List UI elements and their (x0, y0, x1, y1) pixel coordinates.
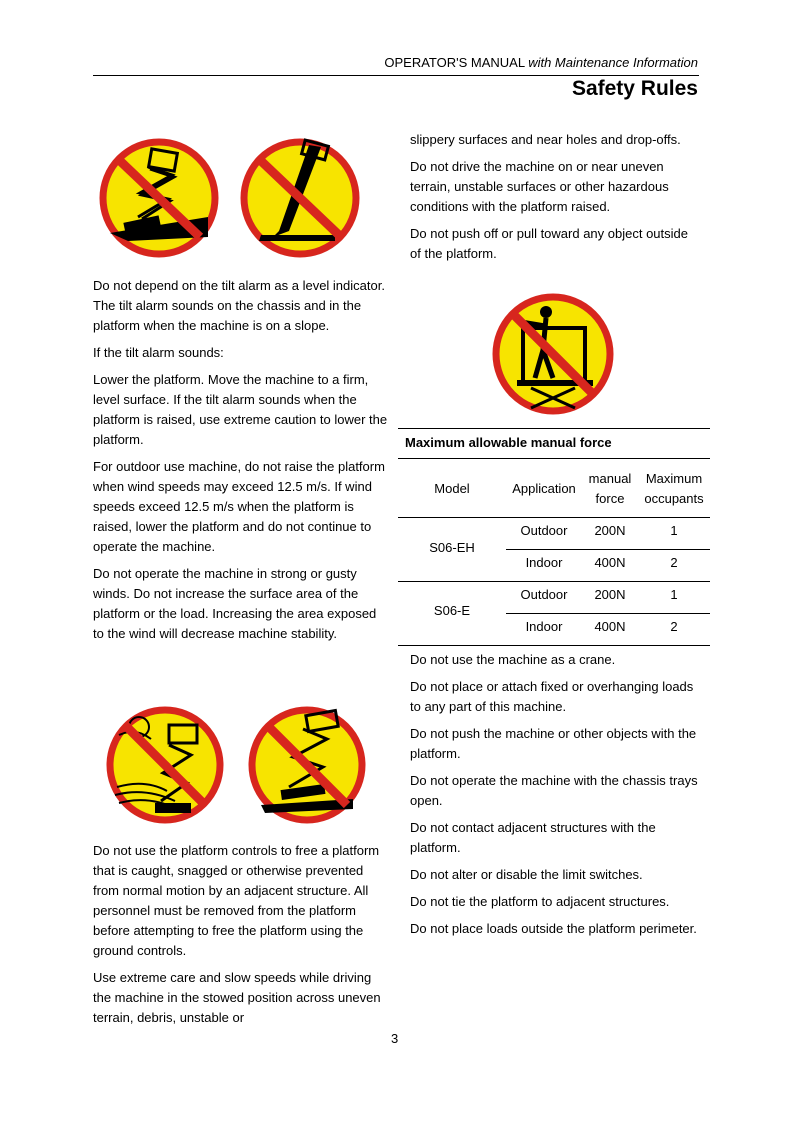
paragraph: Do not use the platform controls to free a platform that is caught, snagged or otherwise prevented from normal motion by an adjacent structure. All personnel must be removed from the platform before attempting to free the platform using the ground controls. (93, 843, 380, 958)
header-rule (93, 75, 699, 76)
application-cell: Indoor (525, 555, 563, 570)
paragraph: Do not push the machine or other objects with the platform. (410, 726, 697, 761)
running-header (384, 55, 698, 70)
paragraph: Do not drive the machine on or near uneven terrain, unstable surfaces or other hazardous conditions with the platform raised. (410, 159, 669, 214)
tilt-slope-prohibition-icon (98, 137, 220, 259)
table-rule (398, 581, 710, 582)
uneven-terrain-prohibition-icon (247, 705, 367, 825)
paragraph: Do not tie the platform to adjacent structures. (410, 894, 670, 909)
occupants-cell: 2 (670, 619, 678, 634)
table-rule (506, 549, 710, 550)
occupants-cell: 1 (670, 523, 678, 538)
application-cell: Indoor (525, 619, 563, 634)
header-occupants-line1: Maximum (645, 471, 703, 486)
header-force-line2: force (595, 491, 625, 506)
paragraph: If the tilt alarm sounds: (93, 345, 224, 360)
paragraph: Do not depend on the tilt alarm as a level indicator. The tilt alarm sounds on the chassis and in the platform when the machine is on a slope. (93, 278, 385, 333)
header-occupants-line2: occupants (644, 491, 704, 506)
paragraph: Lower the platform. Move the machine to a firm, level surface. If the tilt alarm sounds when the platform is raised, use extreme caution to lower the platform. (93, 372, 388, 447)
application-cell: Outdoor (520, 523, 568, 538)
model-cell: S06-E (433, 603, 471, 618)
table-rule (398, 517, 710, 518)
application-cell: Outdoor (520, 587, 568, 602)
table-rule (398, 428, 710, 429)
push-pull-object-prohibition-icon (491, 292, 615, 416)
paragraph: Do not alter or disable the limit switches. (410, 867, 643, 882)
paragraph: Use extreme care and slow speeds while driving the machine in the stowed position across uneven terrain, debris, unstable or (93, 970, 381, 1025)
section-title: Safety Rules (571, 77, 698, 100)
manual-title: OPERATOR'S MANUAL (384, 55, 529, 70)
right-column-bottom (410, 650, 700, 946)
paragraph: slippery surfaces and near holes and drop-offs. (410, 132, 681, 147)
tilted-mast-prohibition-icon (239, 137, 361, 259)
paragraph: Do not place or attach fixed or overhanging loads to any part of this machine. (410, 679, 694, 714)
paragraph: Do not operate the machine with the chassis trays open. (410, 773, 698, 808)
table-rule (506, 613, 710, 614)
paragraph: Do not use the machine as a crane. (410, 652, 616, 667)
page-number: 3 (391, 1031, 399, 1046)
header-model: Model (434, 481, 470, 496)
table-title: Maximum allowable manual force (405, 435, 612, 450)
left-column-bottom (93, 841, 389, 1035)
occupants-cell: 1 (670, 587, 678, 602)
left-column-top (93, 276, 389, 651)
occupants-cell: 2 (670, 555, 678, 570)
force-cell: 200N (594, 587, 626, 602)
paragraph: Do not operate the machine in strong or gusty winds. Do not increase the surface area of the platform or the load. Increasing the area exposed to the wind will decrease machine stability. (93, 566, 377, 641)
header-force-line1: manual (588, 471, 632, 486)
paragraph: For outdoor use machine, do not raise the platform when wind speeds may exceed 12.5 m/s. If wind speeds exceed 12.5 m/s when the platform is raised, lower the platform and do not continue to operate the machine. (93, 459, 385, 554)
model-cell: S06-EH (429, 540, 475, 555)
table-rule (398, 645, 710, 646)
header-application: Application (512, 481, 576, 496)
table-rule (398, 458, 710, 459)
force-cell: 400N (594, 619, 626, 634)
paragraph: Do not contact adjacent structures with the platform. (410, 820, 656, 855)
paragraph: Do not push off or pull toward any object outside of the platform. (410, 226, 688, 261)
manual-subtitle: with Maintenance Information (528, 55, 698, 70)
force-cell: 400N (594, 555, 626, 570)
wind-prohibition-icon (105, 705, 225, 825)
right-column-top (410, 130, 700, 271)
paragraph: Do not place loads outside the platform perimeter. (410, 921, 697, 936)
force-cell: 200N (594, 523, 626, 538)
